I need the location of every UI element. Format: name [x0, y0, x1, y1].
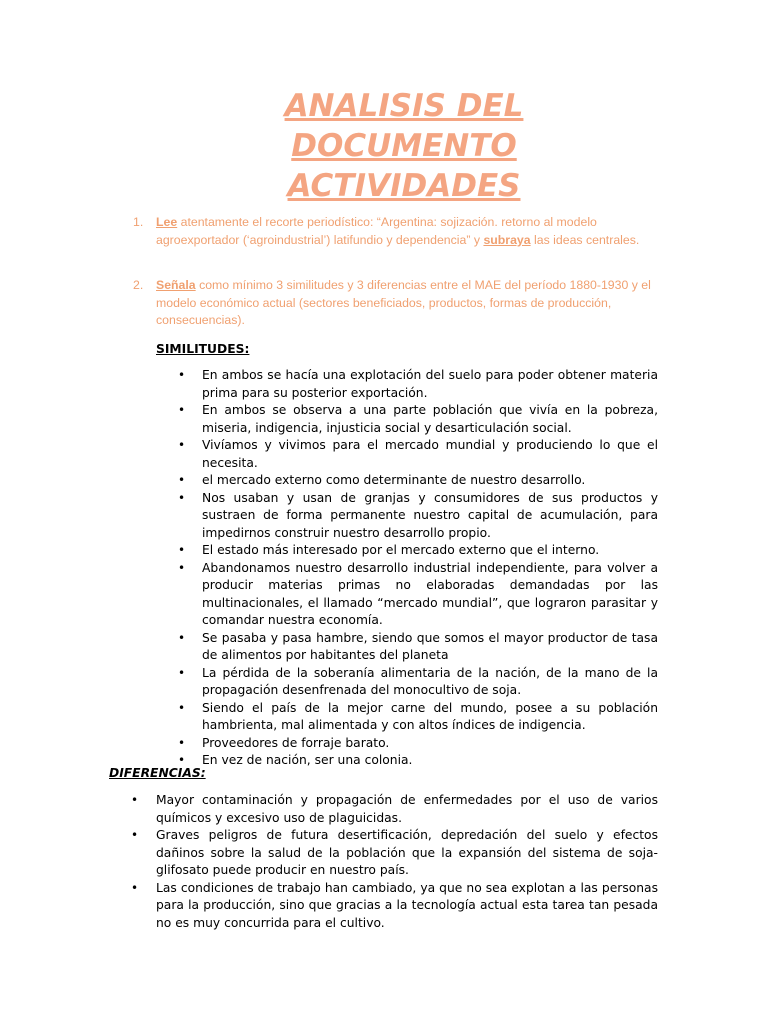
list-item-text: Graves peligros de futura desertificación, depredación del suelo y efectos dañinos sobre la salud de la población que la expansión del sistema de soja-glifosato puede producir en nuestro país. — [156, 828, 658, 877]
list-item — [131, 880, 658, 933]
bullet-icon: • — [178, 543, 186, 557]
list-item — [178, 735, 658, 753]
bullet-icon: • — [178, 753, 186, 767]
list-item-text: Las condiciones de trabajo han cambiado, ya que no sea explotan a las personas para la producción, sino que gracias a la tecnología actual esta tarea tan pesada no es muy concurrida para el cultivo. — [156, 880, 658, 930]
similitudes-list — [178, 367, 658, 770]
list-item — [178, 665, 658, 700]
list-item — [131, 827, 658, 880]
list-item-text: Proveedores de forraje barato. — [202, 735, 390, 750]
bullet-icon: • — [178, 473, 186, 487]
list-item-text: el mercado externo como determinante de nuestro desarrollo. — [202, 473, 586, 487]
bullet-icon: • — [178, 630, 186, 645]
step-number: 1. — [133, 215, 144, 229]
step-body: como mínimo 3 similitudes y 3 diferencias entre el MAE del período 1880-1930 y el modelo económico actual (sectores beneficiados, productos, formas de producción, consecuencias). — [156, 278, 651, 328]
list-item — [178, 560, 658, 630]
list-item — [178, 402, 658, 437]
list-item — [178, 490, 658, 543]
list-item-text: En vez de nación, ser una colonia. — [202, 753, 413, 767]
similitudes-heading: SIMILITUDES: — [156, 342, 250, 356]
bullet-icon: • — [178, 735, 186, 750]
step-body: las ideas centrales. — [530, 232, 640, 247]
list-item — [178, 367, 658, 402]
list-item-text: El estado más interesado por el mercado externo que el interno. — [202, 543, 600, 557]
list-item-text: En ambos se observa a una parte población que vivía en la pobreza, miseria, indigencia, injusticia social y desarticulación social. — [202, 403, 658, 435]
list-item-text: Mayor contaminación y propagación de enfermedades por el uso de varios químicos y excesivo uso de plaguicidas. — [156, 793, 658, 825]
list-item-text: Se pasaba y pasa hambre, siendo que somos el mayor productor de tasa de alimentos por habitantes del planeta — [202, 630, 658, 662]
step-verb: subraya — [483, 232, 531, 247]
step-body: atentamente el recorte periodístico: “Argentina: sojización. retorno al modelo agroexportador (‘agroindustrial’) latifundio y dependencia” y — [156, 215, 597, 247]
list-item-text: Abandonamos nuestro desarrollo industrial independiente, para volver a producir materias primas no elaboradas demandadas por las multinacionales, el llamado “mercado mundial”, que lograron parasitar y comandar nuestra economía. — [202, 560, 658, 627]
diferencias-list — [131, 792, 658, 932]
list-item — [178, 472, 658, 490]
list-item-text: Siendo el país de la mejor carne del mundo, posee a su población hambrienta, mal alimentada y con altos índices de indigencia. — [202, 700, 658, 732]
title-line: ACTIVIDADES — [287, 168, 521, 204]
list-item — [178, 700, 658, 735]
bullet-icon: • — [178, 403, 186, 417]
document-title — [0, 86, 768, 206]
bullet-icon: • — [178, 665, 186, 680]
bullet-icon: • — [178, 490, 186, 505]
bullet-icon: • — [131, 828, 139, 842]
step-verb: Señala — [156, 278, 196, 292]
step-verb: Lee — [156, 215, 178, 229]
title-line: ANALISIS DEL — [284, 88, 524, 124]
step-text — [156, 214, 658, 249]
list-item — [178, 542, 658, 560]
bullet-icon: • — [178, 700, 186, 715]
list-item-text: Nos usaban y usan de granjas y consumidores de sus productos y sustraen de forma permanente nuestro capital de acumulación, para impedirnos construir nuestro desarrollo propio. — [202, 490, 658, 540]
bullet-icon: • — [178, 438, 186, 452]
list-item-text: Vivíamos y vivimos para el mercado mundial y produciendo lo que el necesita. — [202, 438, 658, 470]
diferencias-heading: DIFERENCIAS: — [109, 766, 206, 780]
list-item — [178, 630, 658, 665]
list-item — [131, 792, 658, 827]
bullet-icon: • — [131, 880, 139, 895]
bullet-icon: • — [178, 368, 186, 382]
list-item — [178, 752, 658, 770]
list-item — [178, 437, 658, 472]
list-item-text: La pérdida de la soberanía alimentaria de la nación, de la mano de la propagación desenfrenada del monocultivo de soja. — [202, 665, 658, 697]
step-number: 2. — [133, 278, 144, 292]
title-line: DOCUMENTO — [291, 128, 517, 164]
step-text — [156, 277, 658, 330]
list-item-text: En ambos se hacía una explotación del suelo para poder obtener materia prima para su posterior exportación. — [202, 368, 658, 400]
bullet-icon: • — [131, 793, 139, 807]
bullet-icon: • — [178, 560, 186, 575]
